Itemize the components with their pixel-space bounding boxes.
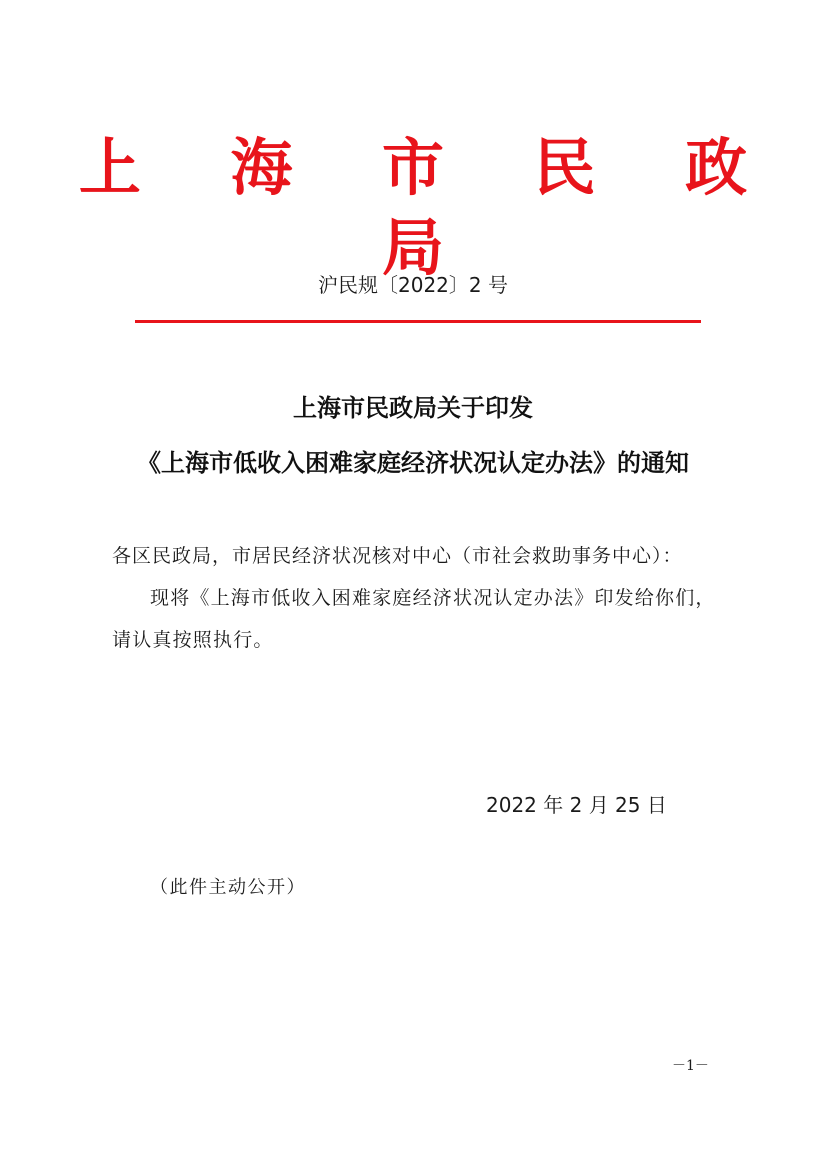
addressee: 各区民政局，市居民经济状况核对中心（市社会救助事务中心）： <box>112 545 683 567</box>
issuing-authority-heading: 上 海 市 民 政 局 <box>78 131 782 284</box>
notice-title-line-2: 《上海市低收入困难家庭经济状况认定办法》的通知 <box>137 448 689 477</box>
public-disclosure-note: （此件主动公开） <box>150 877 306 898</box>
document-number: 沪民规〔2022〕2 号 <box>318 273 508 297</box>
notice-title-line-1: 上海市民政局关于印发 <box>293 393 533 422</box>
page-number: －1－ <box>672 1058 709 1074</box>
red-separator-line <box>135 320 701 323</box>
body-paragraph-line-1: 现将《上海市低收入困难家庭经济状况认定办法》印发给你们， <box>150 587 716 609</box>
body-paragraph-line-2: 请认真按照执行。 <box>112 629 274 651</box>
issue-date: 2022 年 2 月 25 日 <box>486 793 667 817</box>
